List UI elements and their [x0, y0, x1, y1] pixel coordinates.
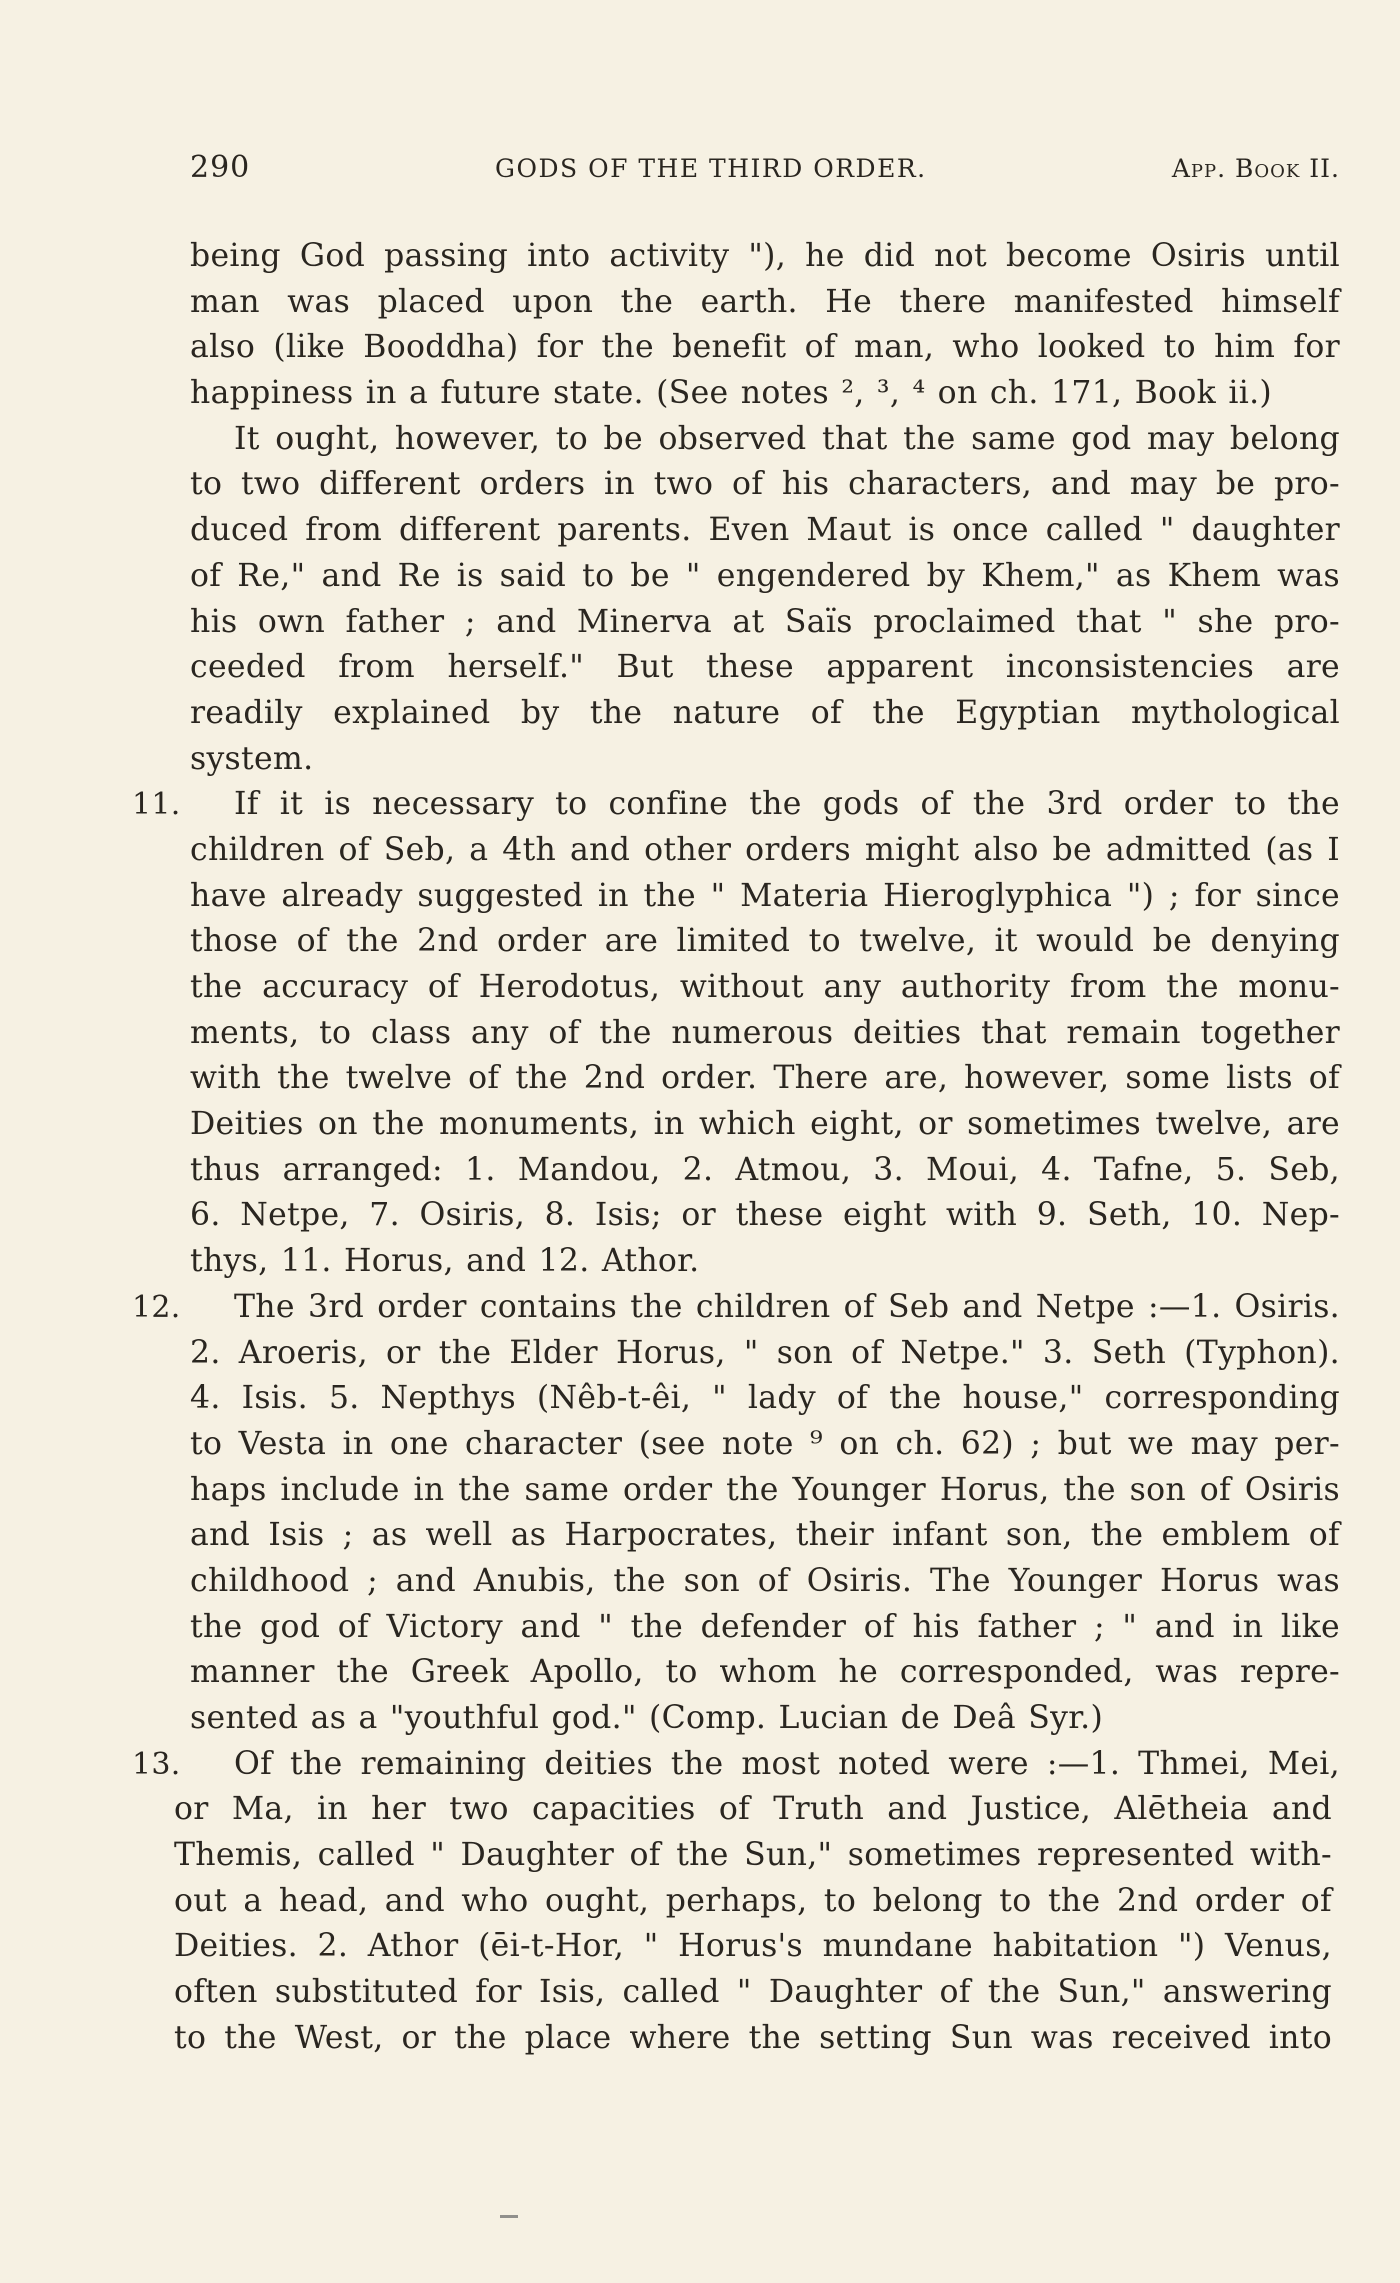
paragraph-number: 11. — [132, 787, 181, 823]
running-title: GODS OF THE THIRD ORDER. — [495, 154, 927, 183]
page-header — [190, 150, 1340, 190]
paragraph-13 — [132, 1742, 1340, 2062]
text-line: 6. Netpe, 7. Osiris, 8. Isis; or these eight with 9. Seth, 10. Nep- — [190, 1197, 1340, 1234]
paragraph-number: 12. — [132, 1289, 181, 1325]
paragraph-number: 13. — [132, 1746, 181, 1782]
text-line: Themis, called " Daughter of the Sun," sometimes represented with- — [174, 1837, 1332, 1874]
text-line: thys, 11. Horus, and 12. Athor. — [190, 1243, 700, 1280]
body-text — [132, 234, 1340, 2062]
text-line: ceeded from herself." But these apparent inconsistencies are — [190, 649, 1340, 686]
paragraph-orders — [190, 417, 1340, 783]
text-line: with the twelve of the 2nd order. There are, however, some lists of — [190, 1060, 1340, 1097]
text-line: Deities. 2. Athor (ēi-t-Hor, " Horus's mundane habitation ") Venus, — [174, 1928, 1332, 1965]
text-line: out a head, and who ought, perhaps, to belong to the 2nd order of — [174, 1882, 1332, 1919]
text-line: 4. Isis. 5. Nepthys (Nêb-t-êi, " lady of the house," corresponding — [190, 1380, 1340, 1417]
text-line: Deities on the monuments, in which eight, or sometimes twelve, are — [190, 1106, 1340, 1143]
text-line: The 3rd order contains the children of Seb and Netpe :—1. Osiris. — [234, 1288, 1340, 1325]
text-line: If it is necessary to confine the gods of the 3rd order to the — [234, 786, 1340, 823]
text-line: often substituted for Isis, called " Daughter of the Sun," answering — [174, 1974, 1332, 2011]
text-line: have already suggested in the " Materia Hieroglyphica ") ; for since — [190, 877, 1340, 914]
text-line: also (like Booddha) for the benefit of man, who looked to him for — [190, 329, 1340, 366]
footer-mark — [500, 2215, 518, 2218]
text-line: ments, to class any of the numerous deities that remain together — [190, 1014, 1340, 1051]
text-line: Of the remaining deities the most noted were :—1. Thmei, Mei, — [234, 1745, 1340, 1782]
text-line: happiness in a future state. (See notes ², ³, ⁴ on ch. 171, Book ii.) — [190, 375, 1272, 412]
text-line: to Vesta in one character (see note ⁹ on ch. 62) ; but we may per- — [190, 1425, 1340, 1462]
text-line: those of the 2nd order are limited to twelve, it would be denying — [190, 923, 1340, 960]
text-line: his own father ; and Minerva at Saïs proclaimed that " she pro- — [190, 603, 1340, 640]
book-reference: App. Book II. — [1171, 154, 1340, 183]
text-line: thus arranged: 1. Mandou, 2. Atmou, 3. Moui, 4. Tafne, 5. Seb, — [190, 1151, 1340, 1188]
page-number: 290 — [190, 150, 251, 185]
text-line: haps include in the same order the Younger Horus, the son of Osiris — [190, 1471, 1340, 1508]
text-line: system. — [190, 740, 314, 777]
text-line: or Ma, in her two capacities of Truth and Justice, Alētheia and — [174, 1791, 1332, 1828]
text-line: sented as a "youthful god." (Comp. Lucian de Deâ Syr.) — [190, 1700, 1104, 1736]
text-line: children of Seb, a 4th and other orders might also be admitted (as I — [190, 831, 1340, 868]
text-line: the god of Victory and " the defender of his father ; " and in like — [190, 1608, 1340, 1645]
text-line: being God passing into activity "), he did not become Osiris until — [190, 238, 1340, 274]
text-line: to two different orders in two of his characters, and may be pro- — [190, 466, 1340, 503]
text-line: of Re," and Re is said to be " engendered by Khem," as Khem was — [190, 557, 1340, 594]
text-line: readily explained by the nature of the Egyptian mythological — [190, 694, 1340, 731]
text-line: to the West, or the place where the setting Sun was received into — [174, 2019, 1332, 2056]
text-line: the accuracy of Herodotus, without any authority from the monu- — [190, 969, 1340, 1005]
text-line: childhood ; and Anubis, the son of Osiris. The Younger Horus was — [190, 1562, 1340, 1599]
text-line: 2. Aroeris, or the Elder Horus, " son of Netpe." 3. Seth (Typhon). — [190, 1334, 1340, 1371]
text-line: It ought, however, to be observed that the same god may belong — [234, 420, 1340, 457]
text-line: man was placed upon the earth. He there manifested himself — [190, 283, 1340, 320]
text-line: duced from different parents. Even Maut is once called " daughter — [190, 512, 1340, 549]
paragraph-11 — [132, 782, 1340, 1285]
text-line: and Isis ; as well as Harpocrates, their infant son, the emblem of — [190, 1517, 1340, 1554]
paragraph-12 — [132, 1285, 1340, 1742]
text-line: manner the Greek Apollo, to whom he corresponded, was repre- — [190, 1654, 1340, 1691]
paragraph-continuation — [190, 234, 1340, 417]
